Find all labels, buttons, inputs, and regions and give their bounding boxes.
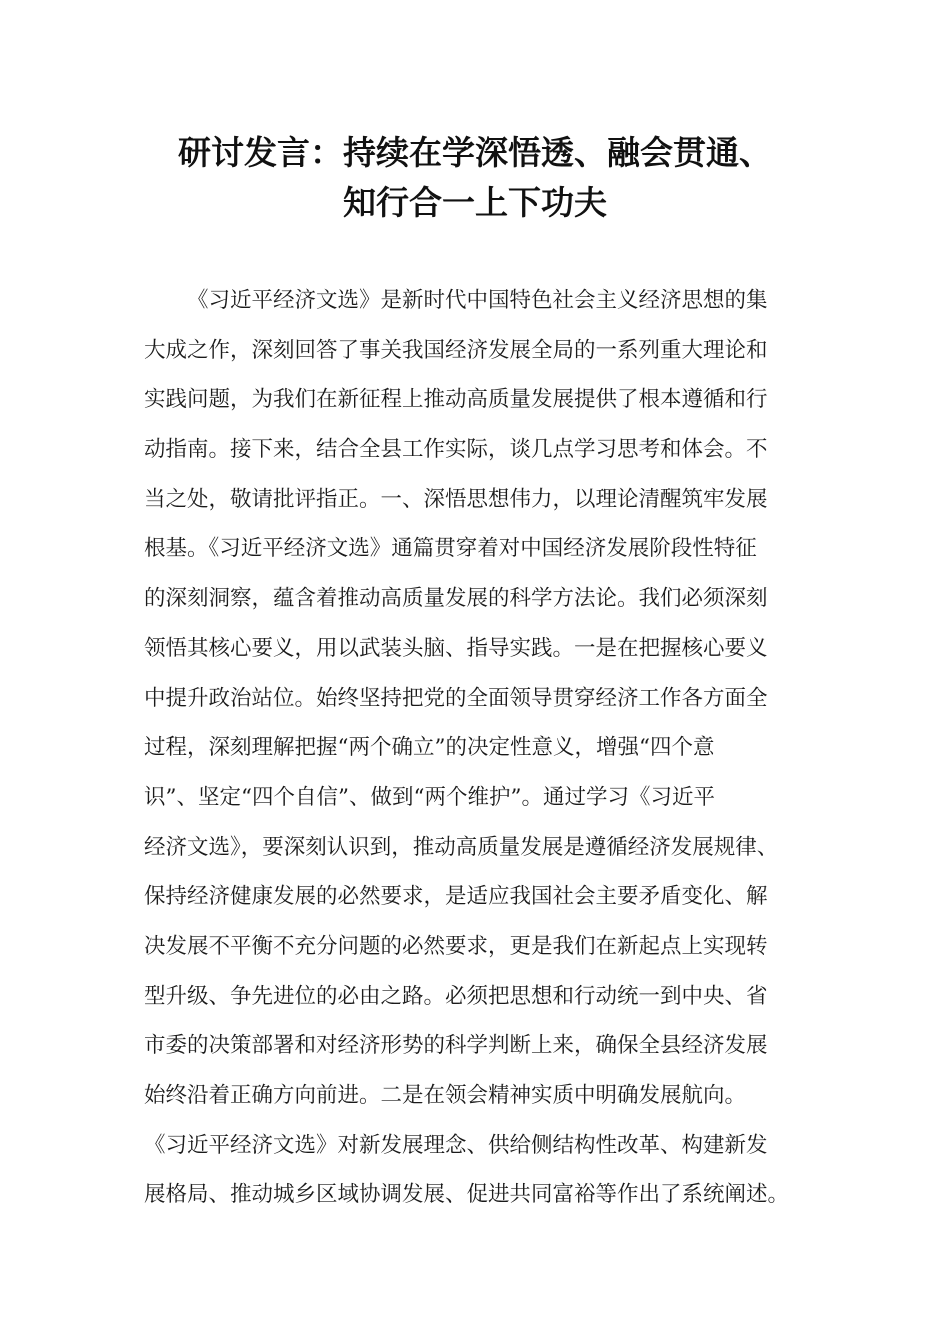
document-title	[120, 128, 830, 228]
body-line: 识”、坚定“四个自信”、做到“两个维护”。通过学习《习近平	[144, 784, 715, 810]
body-line: 《习近平经济文选》对新发展理念、供给侧结构性改革、构建新发	[144, 1132, 768, 1158]
title-line: 知行合一上下功夫	[343, 183, 607, 222]
body-line: 决发展不平衡不充分问题的必然要求，更是我们在新起点上实现转	[144, 933, 768, 959]
body-line: 中提升政治站位。始终坚持把党的全面领导贯穿经济工作各方面全	[144, 685, 768, 711]
body-line: 的深刻洞察，蕴含着推动高质量发展的科学方法论。我们必须深刻	[144, 586, 768, 612]
body-line: 经济文选》，要深刻认识到，推动高质量发展是遵循经济发展规律、	[144, 834, 779, 860]
body-paragraph	[144, 276, 834, 1220]
body-line: 根基。《习近平经济文选》通篇贯穿着对中国经济发展阶段性特征	[144, 536, 757, 562]
body-line: 实践问题，为我们在新征程上推动高质量发展提供了根本遵循和行	[144, 387, 768, 413]
body-line: 型升级、争先进位的必由之路。必须把思想和行动统一到中央、省	[144, 983, 768, 1009]
body-line: 始终沿着正确方向前进。二是在领会精神实质中明确发展航向。	[144, 1083, 747, 1108]
title-line: 研讨发言：持续在学深悟透、融会贯通、	[178, 133, 772, 172]
body-line: 市委的决策部署和对经济形势的科学判断上来，确保全县经济发展	[144, 1033, 768, 1059]
body-line: 《习近平经济文选》是新时代中国特色社会主义经济思想的集	[187, 288, 768, 313]
body-line: 大成之作，深刻回答了事关我国经济发展全局的一系列重大理论和	[144, 337, 768, 363]
body-line: 当之处，敬请批评指正。一、深悟思想伟力，以理论清醒筑牢发展	[144, 486, 768, 512]
body-line: 领悟其核心要义，用以武装头脑、指导实践。一是在把握核心要义	[144, 635, 768, 661]
body-line: 过程，深刻理解把握“两个确立”的决定性意义，增强“四个意	[144, 735, 715, 761]
body-line: 保持经济健康发展的必然要求，是适应我国社会主要矛盾变化、解	[144, 884, 768, 910]
body-line: 动指南。接下来，结合全县工作实际，谈几点学习思考和体会。不	[144, 437, 768, 463]
body-line: 展格局、推动城乡区域协调发展、促进共同富裕等作出了系统阐述。	[144, 1182, 790, 1208]
